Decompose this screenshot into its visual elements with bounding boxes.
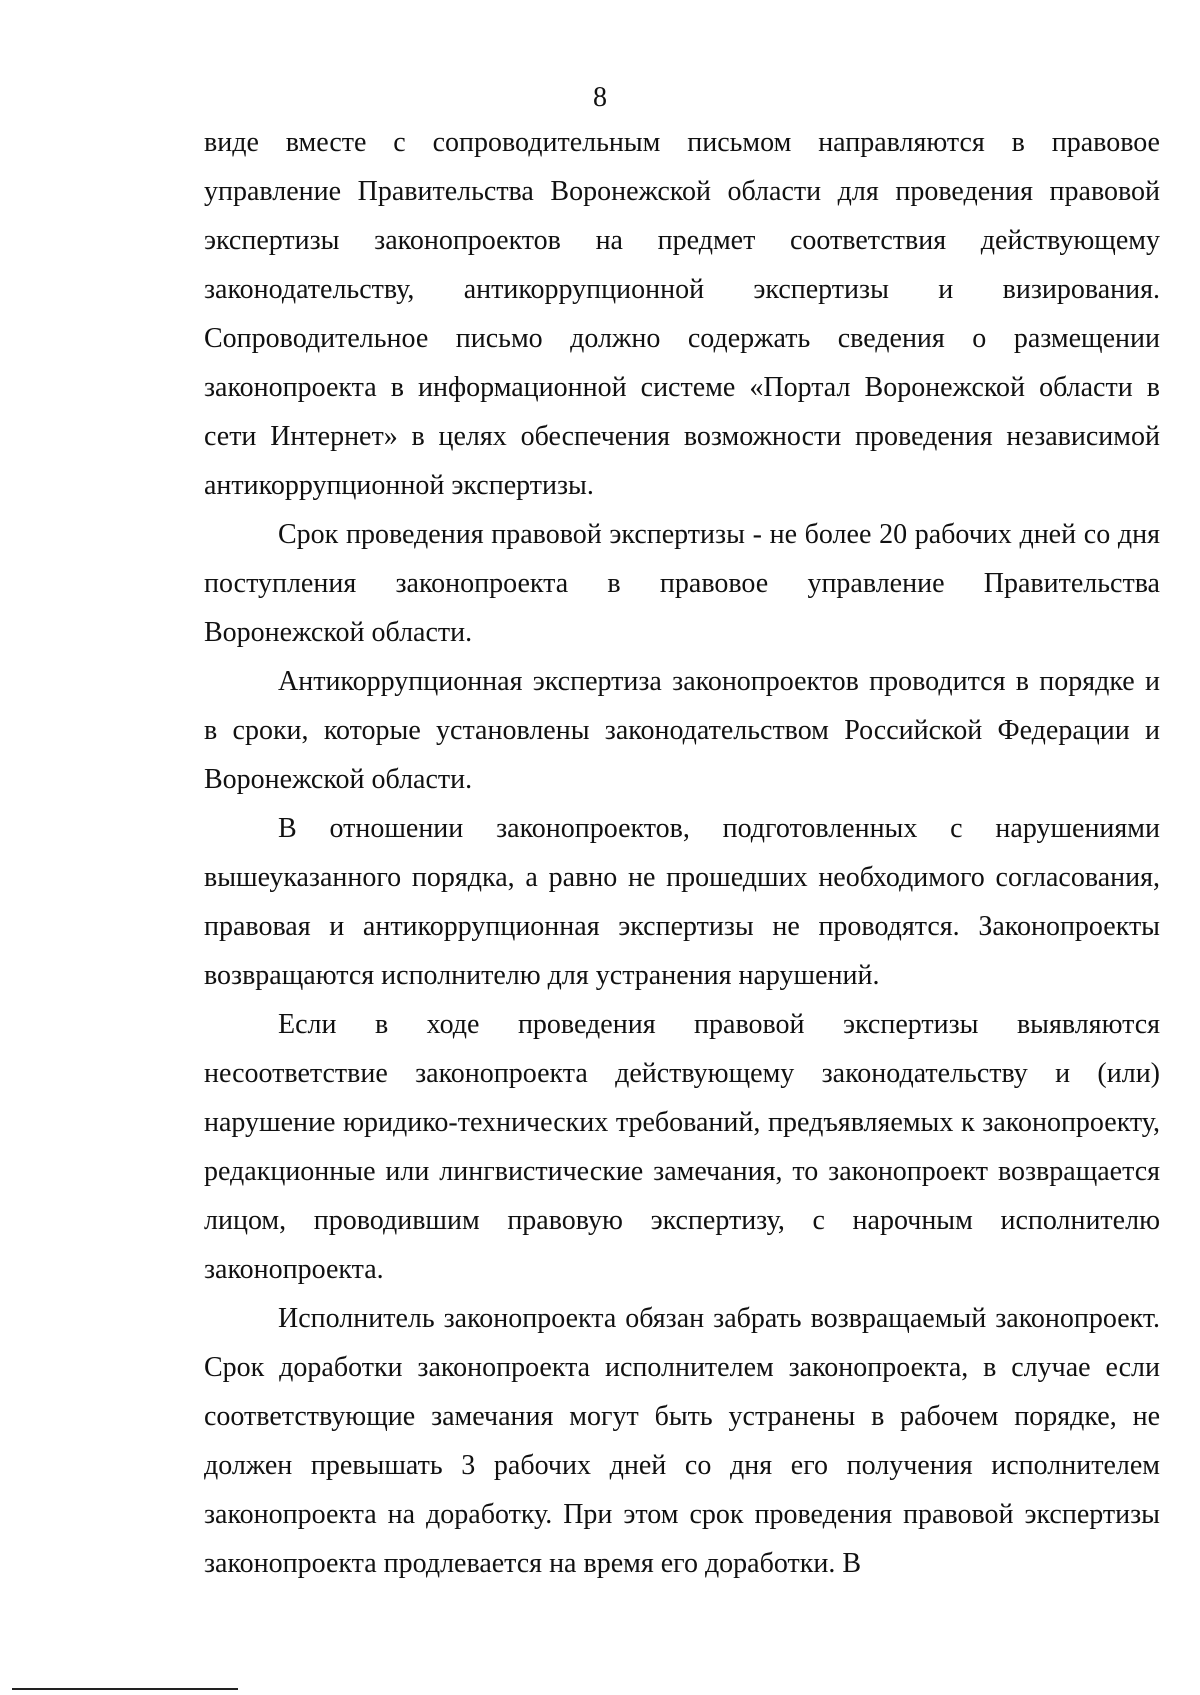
- paragraph-anticorruption-expertise: Антикоррупционная экспертиза законопроектов проводится в порядке и в сроки, которые установлены законодательством Российской Федерации и Воронежской области.: [204, 666, 1160, 795]
- document-body: [204, 118, 1160, 1588]
- footnote-separator: [12, 1688, 238, 1690]
- paragraph-revision: Исполнитель законопроекта обязан забрать возвращаемый законопроект. Срок доработки законопроекта исполнителем законопроекта, в случае если соответствующие замечания могут быть устранены в рабочем порядке, не должен превышать 3 рабочих дней со дня его получения исполнителем законопроекта на доработку. При этом срок проведения правовой экспертизы законопроекта продлевается на время его доработки. В: [204, 1303, 1160, 1579]
- paragraph-nonconformity: Если в ходе проведения правовой экспертизы выявляются несоответствие законопроекта действующему законодательству и (или) нарушение юридико-технических требований, предъявляемых к законопроекту, редакционные или лингвистические замечания, то законопроект возвращается лицом, проводившим правовую экспертизу, с нарочным исполнителю законопроекта.: [204, 1009, 1160, 1285]
- page-number: 8: [593, 82, 607, 113]
- paragraph-violations: В отношении законопроектов, подготовленных с нарушениями вышеуказанного порядка, а равно не прошедших необходимого согласования, правовая и антикоррупционная экспертизы не проводятся. Законопроекты возвращаются исполнителю для устранения нарушений.: [204, 813, 1160, 991]
- paragraph-continuation: виде вместе с сопроводительным письмом направляются в правовое управление Правительства Воронежской области для проведения правовой экспертизы законопроектов на предмет соответствия действующему законодательству, антикоррупционной экспертизы и визирования. Сопроводительное письмо должно содержать сведения о размещении законопроекта в информационной системе «Портал Воронежской области в сети Интернет» в целях обеспечения возможности проведения независимой антикоррупционной экспертизы.: [204, 127, 1160, 501]
- paragraph-expertise-deadline: Срок проведения правовой экспертизы - не более 20 рабочих дней со дня поступления законопроекта в правовое управление Правительства Воронежской области.: [204, 519, 1160, 648]
